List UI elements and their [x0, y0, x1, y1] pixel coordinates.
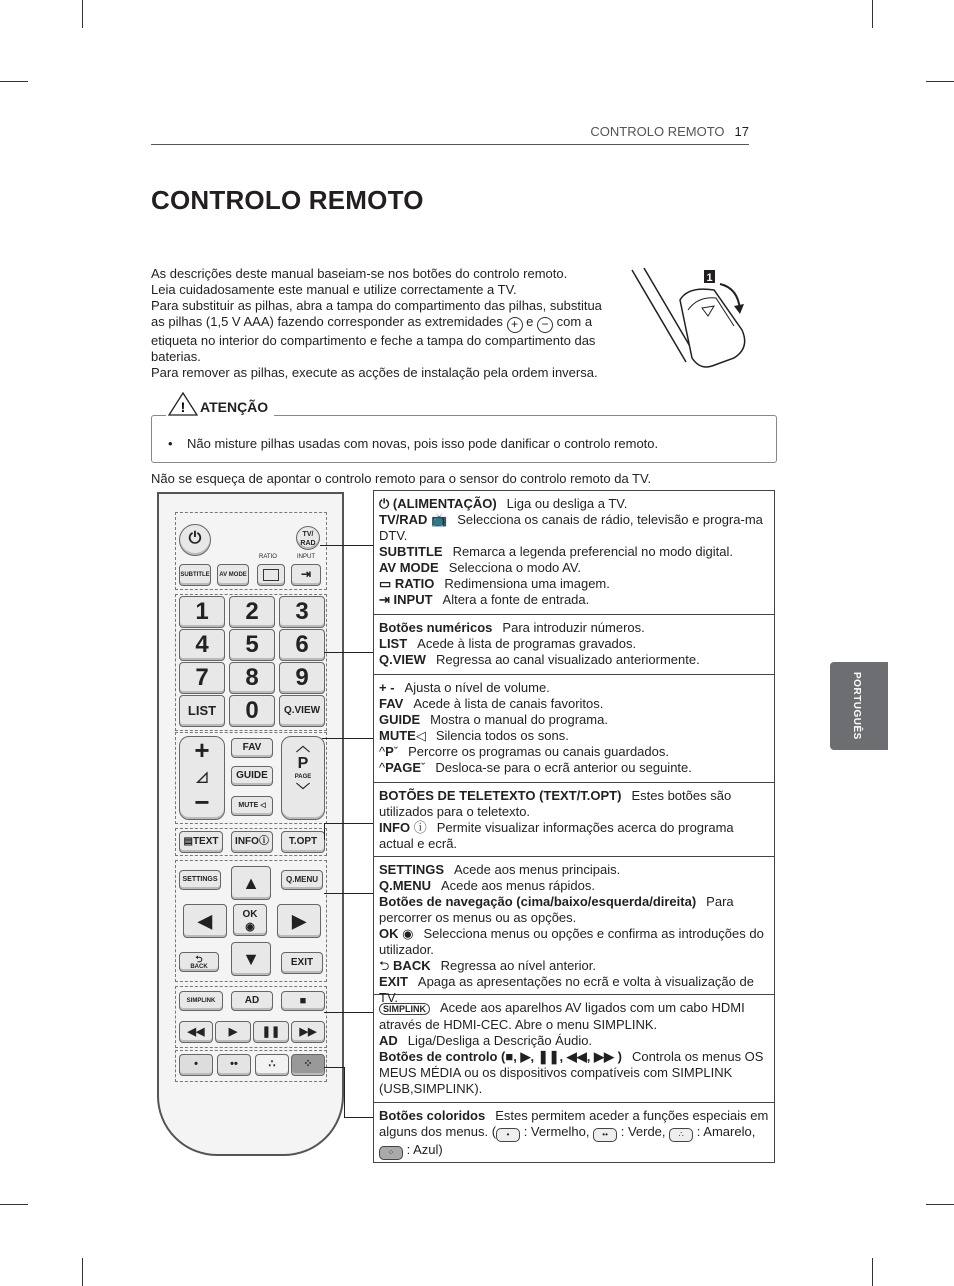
- mute-icon: ◁: [415, 728, 426, 743]
- ad-button[interactable]: AD: [231, 991, 273, 1011]
- desc-simplink-group: SIMPLINK Acede aos aparelhos AV ligados com um cabo HDMI através de HDMI-CEC. Abre o menu SIMPLINK. AD Liga/Desliga a Descrição Áudio. Botões de controlo (■, ▶, ❚❚, ◀◀, ▶▶ ) Controla os menus OS MEUS MÉDIA ou os dispositivos compatíveis com SIMPLINK (USB,SIMPLINK).: [373, 995, 775, 1103]
- intro-line: Leia cuidadosamente este manual e utilize correctamente a TV.: [151, 282, 517, 297]
- number-button-6[interactable]: 6: [279, 629, 325, 661]
- input-button[interactable]: [291, 564, 321, 586]
- stop-button[interactable]: [281, 991, 325, 1011]
- number-button-5[interactable]: 5: [229, 629, 275, 661]
- intro-line: Para substituir as pilhas, abra a tampa do compartimento das pilhas, substitua as pilhas (1,5 V AAA) fazendo corresponder as extremidades + e − com a etiqueta no interior do compartimento e feche a tampa do compartimento das baterias.: [151, 298, 602, 364]
- back-icon: ⮌: [195, 954, 203, 964]
- caution-item: • Não misture pilhas usadas com novas, pois isso pode danificar o controlo remoto.: [168, 436, 659, 451]
- leader-line: [324, 1012, 373, 1013]
- yellow-key-icon: ∴: [669, 1128, 693, 1142]
- battery-illustration: [628, 266, 754, 370]
- mute-button[interactable]: MUTE ◁: [231, 796, 273, 816]
- red-button[interactable]: •: [179, 1054, 213, 1076]
- crop-mark: [872, 0, 873, 28]
- arrow-down-icon: ▼: [242, 949, 260, 969]
- number-button-2[interactable]: 2: [229, 596, 275, 628]
- crop-mark: [82, 1258, 83, 1286]
- settings-button[interactable]: SETTINGS: [179, 870, 221, 890]
- number-button-7[interactable]: 7: [179, 662, 225, 694]
- leader-line: [324, 893, 373, 894]
- crop-mark: [0, 1204, 28, 1205]
- ratio-label: RATIO: [259, 554, 277, 560]
- caution-heading: ! ATENÇÃO: [166, 392, 274, 416]
- battery-step-label: 1: [706, 272, 713, 284]
- info-button[interactable]: INFOⓘ: [231, 831, 273, 853]
- stop-icon: ■: [505, 1049, 514, 1064]
- power-icon: ⏻: [188, 530, 202, 547]
- play-icon: ▶: [228, 1026, 238, 1038]
- rewind-icon: ◀◀: [566, 1049, 587, 1064]
- program-rocker[interactable]: ︿ P PAGE ﹀: [281, 736, 325, 820]
- ok-button[interactable]: OK ◉: [233, 904, 267, 936]
- crop-mark: [872, 1258, 873, 1286]
- intro-line: Para remover as pilhas, execute as acções de instalação pela ordem inversa.: [151, 365, 598, 380]
- desc-navigation-group: SETTINGS Acede aos menus principais. Q.MENU Acede aos menus rápidos. Botões de navegação (cima/baixo/esquerda/direita) Para percorrer os menus ou as opções. OK ◉ Selecciona menus ou opções e confirma as introduções do utilizador. ⮌ BACK Regressa ao nível anterior. EXIT Apaga as apresentações no ecrã e volta à visualização de TV.: [373, 857, 775, 995]
- yellow-button[interactable]: ∴: [255, 1054, 289, 1076]
- remote-control-illustration: [157, 492, 344, 1156]
- green-button[interactable]: ••: [217, 1054, 251, 1076]
- list-button[interactable]: LIST: [179, 695, 225, 727]
- back-button[interactable]: ⮌ BACK: [179, 952, 219, 972]
- nav-down-button[interactable]: [231, 942, 271, 976]
- caution-box: [151, 399, 777, 463]
- minus-icon: −: [537, 317, 553, 333]
- ratio-icon: ▭: [379, 576, 392, 591]
- number-button-4[interactable]: 4: [179, 629, 225, 661]
- subtitle-button[interactable]: SUBTITLE: [179, 564, 211, 586]
- crop-mark: [926, 1204, 954, 1205]
- simplink-button[interactable]: SIMPLINK: [179, 991, 223, 1011]
- pause-icon: ❚❚: [537, 1049, 560, 1064]
- topt-button[interactable]: T.OPT: [281, 831, 325, 853]
- mute-icon: ◁: [260, 802, 266, 809]
- leader-line: [322, 738, 373, 739]
- chevron-down-icon: ﹀: [296, 782, 310, 798]
- volume-down-icon: −: [194, 787, 210, 817]
- power-button[interactable]: [179, 524, 211, 556]
- forward-button[interactable]: [291, 1021, 325, 1043]
- input-label: INPUT: [297, 554, 315, 560]
- rewind-button[interactable]: [179, 1021, 213, 1043]
- number-button-3[interactable]: 3: [279, 596, 325, 628]
- desc-power-group: ⏻ (ALIMENTAÇÃO) Liga ou desliga a TV. TV/RAD 📺 Selecciona os canais de rádio, televisão e progra-ma DTV. SUBTITLE Remarca a legenda preferencial no modo digital. AV MODE Selecciona o modo AV. ▭ RATIO Redimensiona uma imagem. ⇥ INPUT Altera a fonte de entrada.: [373, 490, 775, 615]
- input-icon: ⇥: [300, 567, 312, 581]
- leader-line: [324, 1067, 344, 1068]
- language-tab: PORTUGUÊS: [830, 662, 888, 750]
- guide-button[interactable]: GUIDE: [231, 766, 273, 786]
- leader-line: [320, 545, 373, 546]
- leader-line: [324, 823, 374, 840]
- tvrad-button[interactable]: TV/ RAD: [296, 526, 320, 550]
- desc-color-group: Botões coloridos Estes permitem aceder a funções especiais em alguns dos menus. ( • : Vermelho, •• : Verde, ∴ : Amarelo, ⁘ : Azul): [373, 1103, 775, 1163]
- intro-text: [151, 266, 613, 381]
- desc-number-group: Botões numéricos Para introduzir números. LIST Acede à lista de programas gravados. Q.VIEW Regressa ao canal visualizado anteriormente.: [373, 615, 775, 675]
- power-icon: ⏻: [379, 496, 390, 511]
- exit-button[interactable]: EXIT: [281, 952, 323, 974]
- number-button-9[interactable]: 9: [279, 662, 325, 694]
- page-number: 17: [734, 124, 749, 139]
- rewind-icon: ◀◀: [187, 1026, 205, 1038]
- simplink-logo-icon: SIMPLINK: [379, 1003, 430, 1015]
- blue-key-icon: ⁘: [379, 1146, 403, 1160]
- aim-note: Não se esqueça de apontar o controlo remoto para o sensor do controlo remoto da TV.: [151, 471, 652, 486]
- stop-icon: ■: [299, 995, 307, 1007]
- pause-button[interactable]: [253, 1021, 289, 1043]
- page-title: CONTROLO REMOTO: [151, 185, 424, 215]
- play-button[interactable]: [215, 1021, 251, 1043]
- number-button-1[interactable]: 1: [179, 596, 225, 628]
- chevron-up-icon: ^: [379, 744, 386, 759]
- chevron-up-icon: ︿: [296, 738, 310, 754]
- input-icon: ⇥: [379, 592, 390, 607]
- fast-forward-icon: ▶▶: [299, 1026, 317, 1038]
- svg-text:!: !: [180, 399, 186, 415]
- leader-line: [344, 1067, 374, 1118]
- tv-radio-icon: 📺: [431, 512, 448, 527]
- ratio-icon: [263, 569, 279, 581]
- volume-icon: ◿: [196, 768, 208, 784]
- fast-forward-icon: ▶▶: [593, 1049, 614, 1064]
- back-icon: ⮌: [379, 958, 390, 973]
- nav-up-button[interactable]: [231, 866, 271, 900]
- number-button-0[interactable]: 0: [229, 695, 275, 727]
- chevron-down-icon: ˇ: [393, 744, 399, 759]
- desc-volume-group: + - Ajusta o nível de volume. FAV Acede à lista de canais favoritos. GUIDE Mostra o manual do programa. MUTE◁ Silencia todos os sons. ^Pˇ Percorre os programas ou canais guardados. ^PAGEˇ Desloca-se para o ecrã anterior ou seguinte.: [373, 675, 775, 783]
- warning-icon: [168, 392, 198, 416]
- arrow-left-icon: ◀: [198, 911, 212, 931]
- desc-teletext-group: BOTÕES DE TELETEXTO (TEXT/T.OPT) Estes botões são utilizados para o teletexto. INFO ⓘ Permite visualizar informações acerca do programa actual e ecrã.: [373, 783, 775, 857]
- red-key-icon: •: [496, 1128, 520, 1142]
- button-description-table: [373, 490, 775, 1163]
- text-button[interactable]: ▤TEXT: [179, 831, 223, 853]
- chevron-up-icon: ^: [379, 760, 386, 775]
- running-header: [151, 124, 749, 145]
- ok-icon: ◉: [245, 921, 255, 933]
- intro-line: As descrições deste manual baseiam-se nos botões do controlo remoto.: [151, 266, 568, 281]
- nav-left-button[interactable]: [183, 904, 227, 938]
- volume-up-icon: +: [194, 735, 210, 765]
- leader-line: [324, 652, 373, 653]
- arrow-up-icon: ▲: [242, 873, 260, 893]
- arrow-right-icon: ▶: [292, 911, 306, 931]
- chevron-down-icon: ˇ: [421, 760, 426, 775]
- blue-button[interactable]: ⁘: [291, 1054, 325, 1076]
- header-section: CONTROLO REMOTO: [590, 124, 725, 139]
- crop-mark: [0, 81, 28, 82]
- crop-mark: [926, 81, 954, 82]
- info-icon: ⓘ: [413, 820, 427, 835]
- ratio-button[interactable]: [257, 564, 285, 586]
- qmenu-button[interactable]: Q.MENU: [281, 870, 323, 890]
- volume-rocker[interactable]: [179, 736, 225, 820]
- text-icon: ▤: [183, 836, 193, 847]
- number-button-8[interactable]: 8: [229, 662, 275, 694]
- pause-icon: ❚❚: [261, 1026, 281, 1038]
- fav-button[interactable]: FAV: [231, 738, 273, 758]
- play-icon: ▶: [520, 1049, 531, 1064]
- qview-button[interactable]: Q.VIEW: [279, 695, 325, 727]
- green-key-icon: ••: [593, 1128, 617, 1142]
- ok-icon: ◉: [402, 926, 414, 941]
- plus-icon: +: [507, 317, 523, 333]
- info-icon: ⓘ: [258, 836, 269, 847]
- avmode-button[interactable]: AV MODE: [217, 564, 249, 586]
- nav-right-button[interactable]: [277, 904, 321, 938]
- crop-mark: [82, 0, 83, 28]
